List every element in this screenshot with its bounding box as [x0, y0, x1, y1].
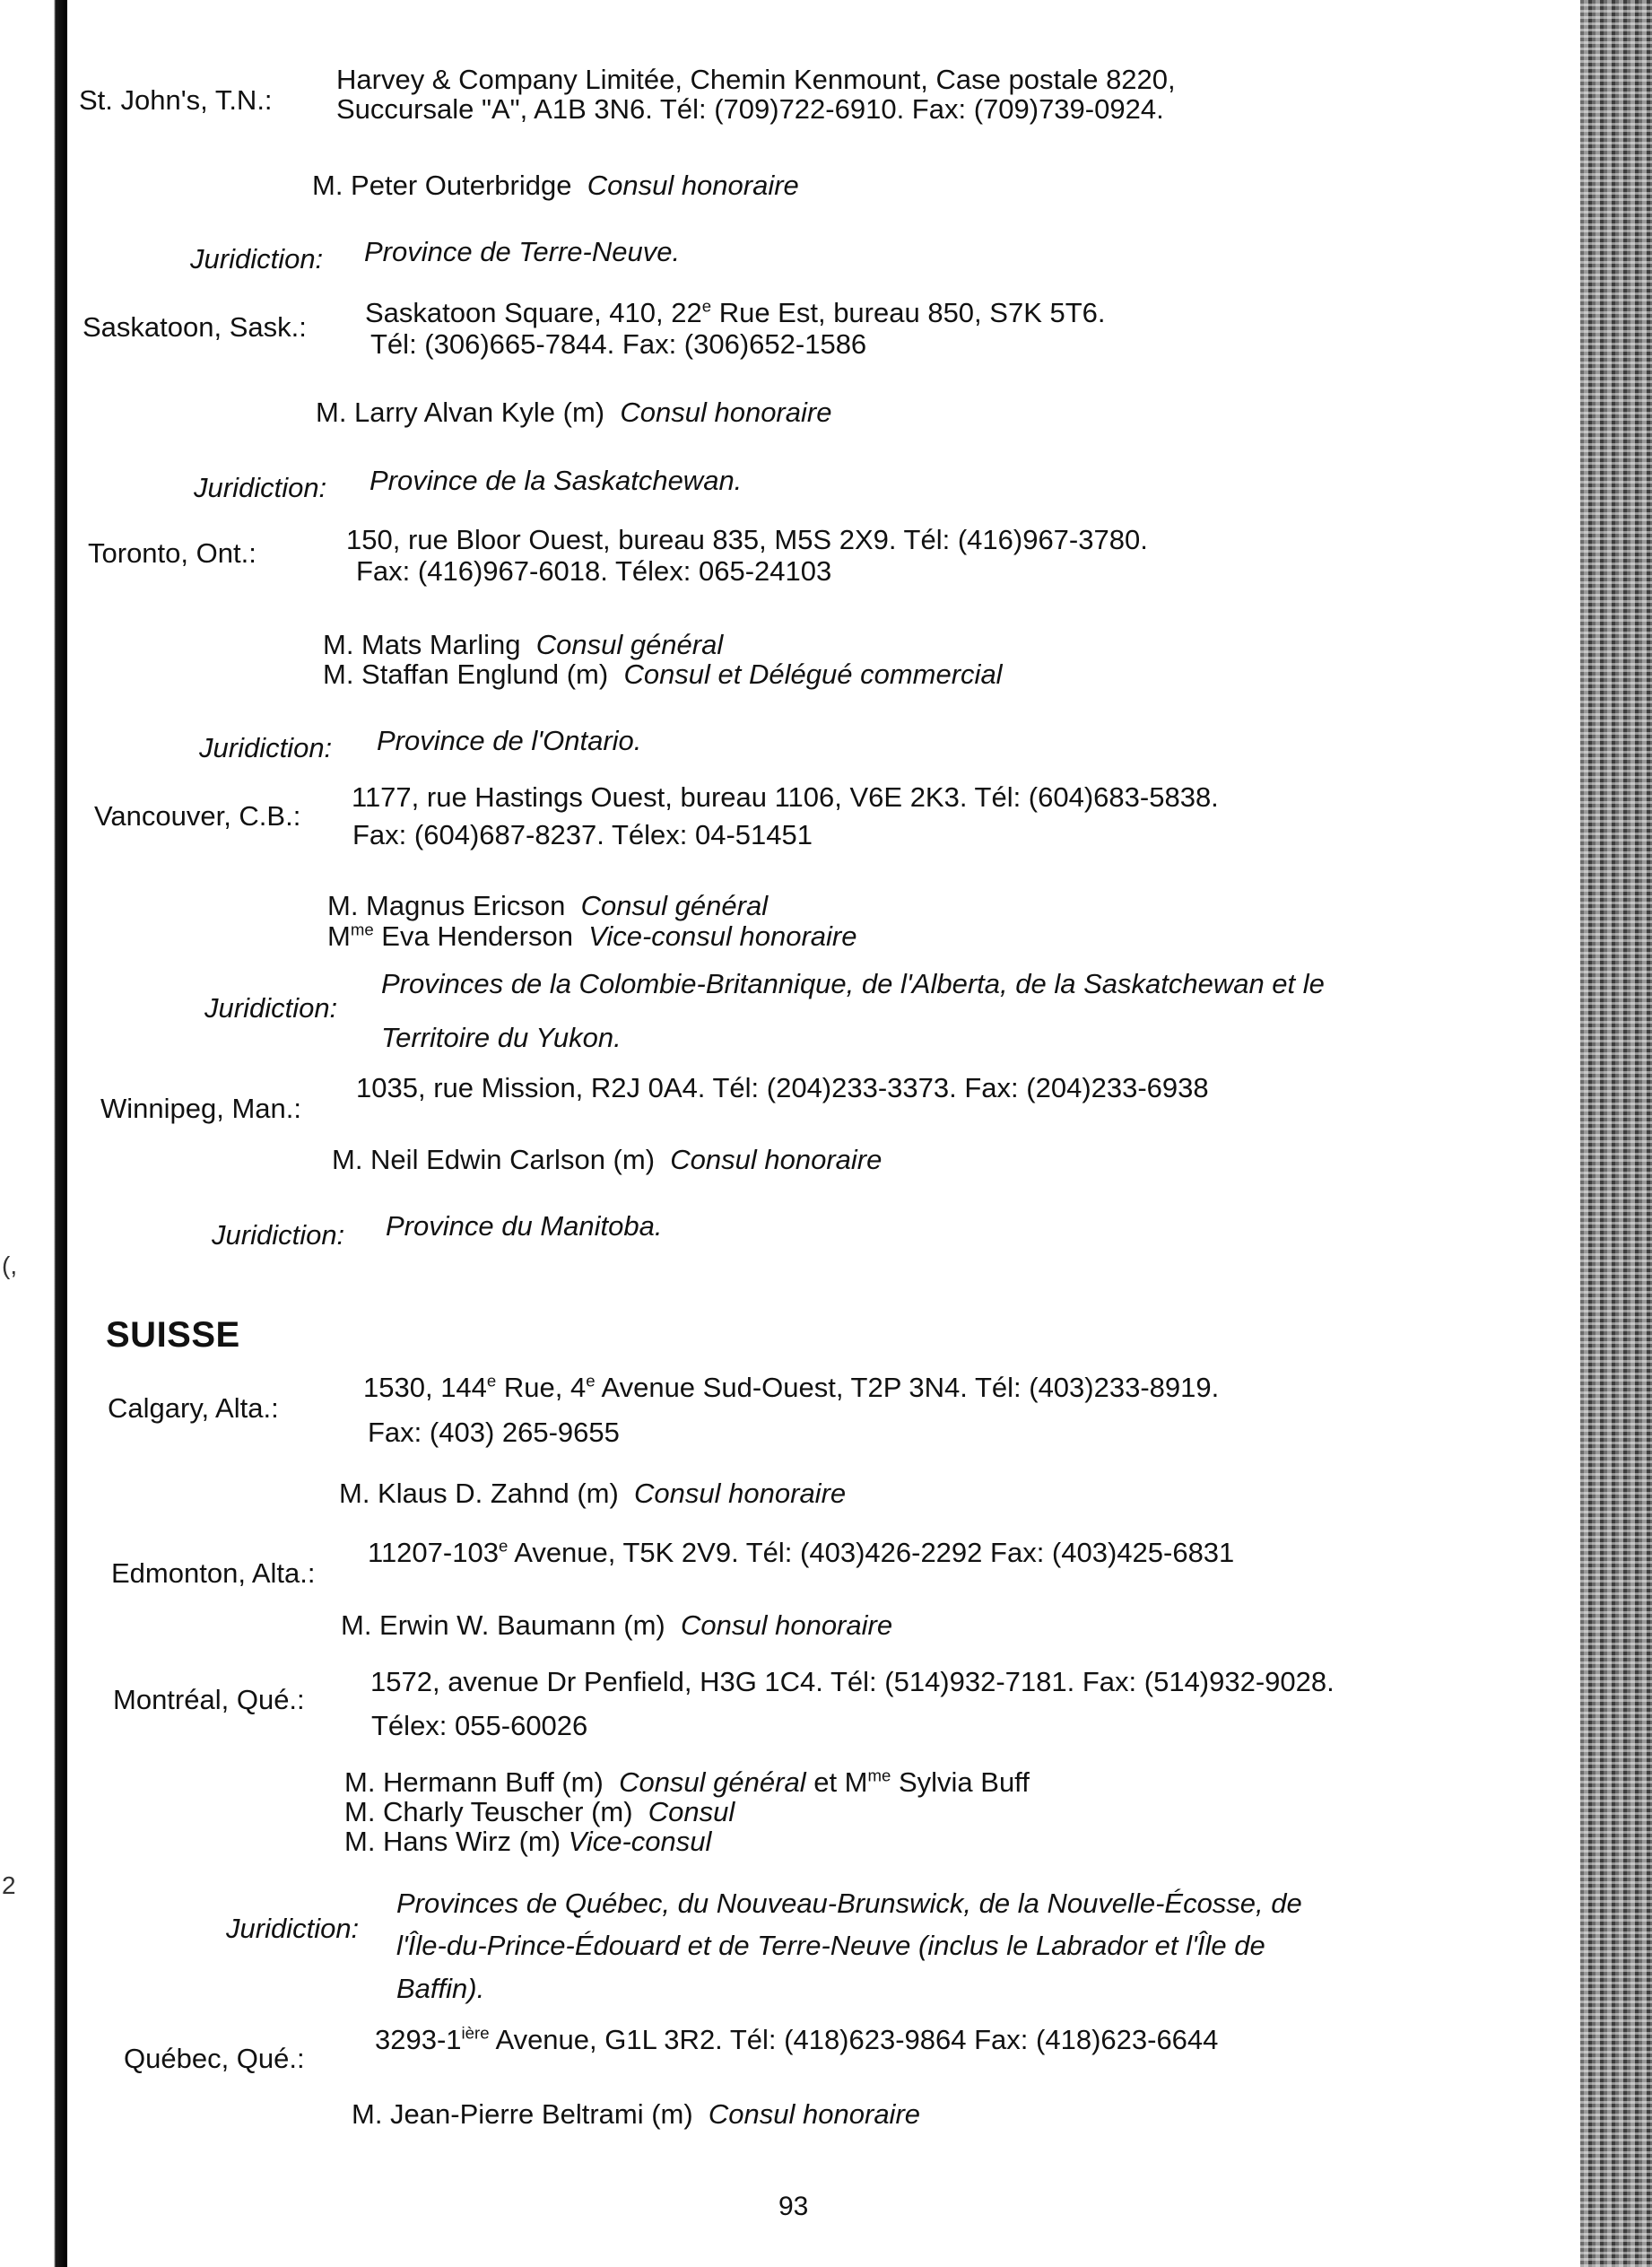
- person-line: [344, 1827, 711, 1856]
- person-title: Consul et Délégué commercial: [623, 658, 1003, 690]
- jurisdiction-text: Territoire du Yukon.: [381, 1022, 622, 1053]
- person-title: Consul: [648, 1796, 735, 1827]
- address-line: Tél: (306)665-7844. Fax: (306)652-1586: [370, 328, 867, 360]
- page-number: 93: [778, 2192, 809, 2221]
- person-line: [323, 630, 723, 659]
- jurisdiction-label: Juridiction:: [204, 992, 338, 1024]
- jurisdiction-text: Province de l'Ontario.: [377, 725, 642, 756]
- jurisdiction-label: Juridiction:: [190, 243, 324, 275]
- person-title: Consul honoraire: [680, 1609, 893, 1641]
- section-heading-suisse: SUISSE: [106, 1315, 240, 1355]
- person-name: M. Jean-Pierre Beltrami (m): [352, 2098, 693, 2130]
- person-line: [327, 921, 857, 951]
- person-title: Consul général: [535, 629, 724, 660]
- city-saskatoon: Saskatoon, Sask.:: [83, 311, 307, 343]
- person-name: $M^{me}$ Eva Henderson: [327, 920, 573, 952]
- person-line: [344, 1797, 735, 1827]
- address-line: 1572, avenue Dr Penfield, H3G 1C4. Tél: (514)932-7181. Fax: (514)932-9028.: [370, 1666, 1335, 1697]
- address-line: 11207-103e Avenue, T5K 2V9. Tél: (403)426-2292 Fax: (403)425-6831: [368, 1536, 1235, 1568]
- person-line: [352, 2099, 920, 2129]
- jurisdiction-text: Provinces de la Colombie-Britannique, de l'Alberta, de la Saskatchewan et le: [381, 968, 1325, 999]
- address-line: 1530, 144e Rue, 4e Avenue Sud-Ouest, T2P 3N4. Tél: (403)233-8919.: [363, 1371, 1220, 1403]
- person-name: M. Larry Alvan Kyle (m): [316, 397, 605, 428]
- person-name: M. Hermann Buff (m): [344, 1766, 604, 1798]
- person-line: [341, 1610, 892, 1640]
- address-line: 1177, rue Hastings Ouest, bureau 1106, V6E 2K3. Tél: (604)683-5838.: [352, 781, 1219, 813]
- address-line: Télex: 055-60026: [371, 1710, 588, 1741]
- person-line: [332, 1145, 882, 1174]
- city-stjohns: St. John's, T.N.:: [79, 84, 273, 116]
- address-line: Harvey & Company Limitée, Chemin Kenmount, Case postale 8220,: [336, 64, 1176, 95]
- person-title: Consul honoraire: [670, 1144, 883, 1175]
- jurisdiction-text: Baffin).: [396, 1973, 485, 2004]
- person-title: Vice-consul: [568, 1826, 712, 1857]
- person-title: Consul général: [619, 1766, 806, 1798]
- address-line: 1035, rue Mission, R2J 0A4. Tél: (204)233-3373. Fax: (204)233-6938: [356, 1072, 1209, 1103]
- address-line: 150, rue Bloor Ouest, bureau 835, M5S 2X9. Tél: (416)967-3780.: [346, 524, 1148, 555]
- city-quebec: Québec, Qué.:: [124, 2043, 305, 2074]
- person-name: M. Charly Teuscher (m): [344, 1796, 633, 1827]
- person-name: M. Mats Marling: [323, 629, 521, 660]
- person-line: [323, 659, 1003, 689]
- person-name: M. Erwin W. Baumann (m): [341, 1609, 665, 1641]
- address-line: Fax: (604)687-8237. Télex: 04-51451: [352, 819, 813, 850]
- person-title: Consul honoraire: [634, 1478, 847, 1509]
- jurisdiction-label: Juridiction:: [194, 472, 327, 503]
- address-line: Fax: (416)967-6018. Télex: 065-24103: [356, 555, 832, 587]
- person-line: [339, 1478, 846, 1508]
- person-line: M. Hermann Buff (m) Consul général et $M^{me}$ Sylvia Buff: [344, 1766, 1030, 1798]
- address-line: Fax: (403) 265-9655: [368, 1417, 620, 1448]
- jurisdiction-label: Juridiction:: [226, 1913, 360, 1944]
- person-name: M. Peter Outerbridge: [312, 170, 572, 201]
- city-edmonton: Edmonton, Alta.:: [111, 1557, 316, 1589]
- margin-mark: 2: [2, 1871, 16, 1899]
- margin-mark: (,: [2, 1251, 18, 1279]
- city-winnipeg: Winnipeg, Man.:: [100, 1093, 301, 1124]
- jurisdiction-text: Province du Manitoba.: [386, 1210, 663, 1242]
- person-title: Consul honoraire: [708, 2098, 921, 2130]
- jurisdiction-label: Juridiction:: [212, 1219, 345, 1251]
- address-line: $3293-1^{ière}$ Avenue, G1L 3R2. Tél: (418)623-9864 Fax: (418)623-6644: [375, 2023, 1219, 2055]
- person-name: M. Magnus Ericson: [327, 890, 566, 921]
- jurisdiction-text: Province de la Saskatchewan.: [370, 465, 743, 496]
- address-line: Saskatoon Square, 410, 22e Rue Est, bureau 850, S7K 5T6.: [365, 296, 1106, 328]
- person-line: [327, 891, 768, 920]
- city-calgary: Calgary, Alta.:: [108, 1392, 279, 1424]
- city-toronto: Toronto, Ont.:: [88, 537, 256, 569]
- person-name: M. Neil Edwin Carlson (m): [332, 1144, 656, 1175]
- person-name: M. Hans Wirz (m): [344, 1826, 561, 1857]
- person-name: M. Klaus D. Zahnd (m): [339, 1478, 619, 1509]
- person-title: Consul honoraire: [587, 170, 799, 201]
- jurisdiction-label: Juridiction:: [199, 732, 333, 763]
- person-line: [312, 170, 799, 200]
- jurisdiction-text: l'Île-du-Prince-Édouard et de Terre-Neuve (inclus le Labrador et l'Île de: [396, 1930, 1265, 1961]
- address-line: Succursale "A", A1B 3N6. Tél: (709)722-6910. Fax: (709)739-0924.: [336, 93, 1164, 125]
- jurisdiction-text: Provinces de Québec, du Nouveau-Brunswick, de la Nouvelle-Écosse, de: [396, 1888, 1302, 1919]
- jurisdiction-text: Province de Terre-Neuve.: [364, 236, 681, 267]
- city-vancouver: Vancouver, C.B.:: [94, 800, 301, 832]
- person-title: Consul général: [580, 890, 769, 921]
- person-title: Consul honoraire: [620, 397, 832, 428]
- city-montreal: Montréal, Qué.:: [113, 1684, 305, 1715]
- person-name: M. Staffan Englund (m): [323, 658, 609, 690]
- person-title: Vice-consul honoraire: [588, 920, 857, 952]
- person-line: [316, 397, 831, 427]
